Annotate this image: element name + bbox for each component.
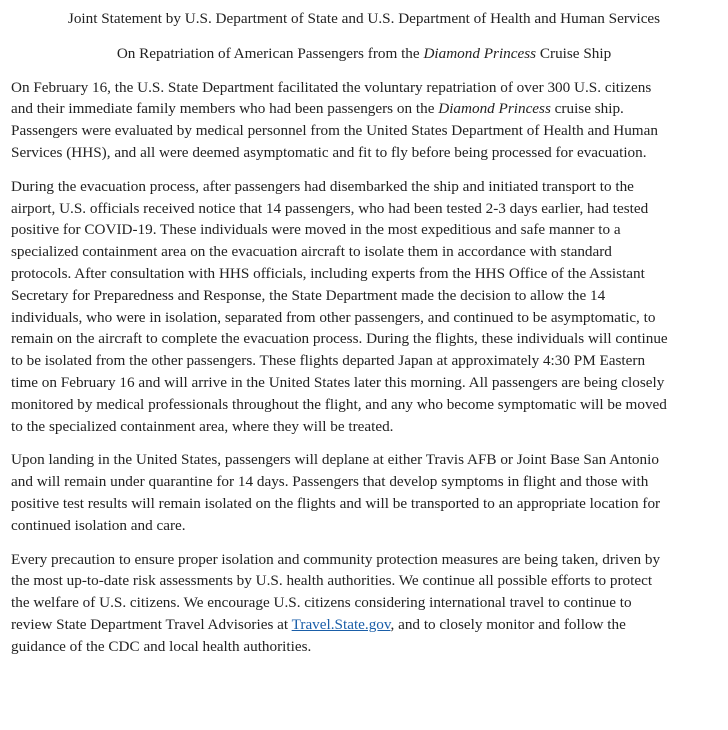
title-text: Joint Statement by U.S. Department of State and U.S. Department of Health and Human Services	[67, 10, 661, 27]
text-segment: review State Department Travel Advisories at	[11, 615, 292, 633]
text-line: On February 16, the U.S. State Department facilitated the voluntary repatriation of over 300 U.S. citizens	[11, 78, 652, 96]
text-line: protocols. After consultation with HHS officials, including experts from the HHS Office of the Assistant	[11, 264, 645, 282]
text-line: to the specialized containment area, where they will be treated.	[11, 417, 394, 435]
paragraph-repatriation	[11, 77, 717, 164]
text-line: Passengers were evaluated by medical personnel from the United States Department of Health and Human	[11, 122, 658, 140]
text-line: to be isolated from the other passengers. These flights departed Japan at approximately 4:30 PM Eastern	[11, 352, 646, 370]
subtitle-suffix: Cruise Ship	[536, 44, 612, 62]
text-line: monitored by medical professionals throughout the flight, and any who become symptomatic will be moved	[11, 395, 667, 413]
subtitle-ship-name: Diamond Princess	[423, 44, 537, 62]
document-subtitle	[11, 43, 717, 65]
text-line	[11, 98, 717, 120]
text-line: time on February 16 and will arrive in the United States later this morning. All passengers are being closely	[11, 373, 665, 391]
text-line: Services (HHS), and all were deemed asymptomatic and fit to fly before being processed for evacuation.	[11, 143, 647, 161]
text-line: continued isolation and care.	[11, 516, 186, 534]
text-line: and will remain under quarantine for 14 days. Passengers that develop symptoms in flight and those with	[11, 473, 649, 491]
text-line: guidance of the CDC and local health authorities.	[11, 637, 312, 655]
text-line: airport, U.S. officials received notice that 14 passengers, who had been tested 2-3 days earlier, had tested	[11, 199, 649, 217]
text-line	[11, 614, 717, 636]
subtitle-prefix: On Repatriation of American Passengers from the	[116, 44, 424, 62]
text-segment: cruise ship.	[550, 100, 624, 118]
text-line: specialized containment area on the evacuation aircraft to isolate them in accordance with standard	[11, 243, 612, 261]
text-segment: , and to closely monitor and follow the	[390, 615, 626, 633]
text-line: Every precaution to ensure proper isolation and community protection measures are being taken, driven by	[11, 550, 661, 568]
text-line: individuals, who were in isolation, separated from other passengers, and continued to be asymptomatic, to	[11, 308, 656, 326]
ship-name: Diamond Princess	[438, 100, 551, 118]
text-line: the most up-to-date risk assessments by U.S. health authorities. We continue all possible efforts to protect	[11, 572, 653, 590]
text-line: the welfare of U.S. citizens. We encourage U.S. citizens considering international travel to continue to	[11, 594, 632, 612]
text-line: positive for COVID-19. These individuals were moved in the most expeditious and safe manner to a	[11, 221, 621, 239]
text-line: Secretary for Preparedness and Response, the State Department made the decision to allow the 14	[11, 286, 606, 304]
text-line: During the evacuation process, after passengers had disembarked the ship and initiated transport to the	[11, 177, 634, 195]
text-line: Upon landing in the United States, passengers will deplane at either Travis AFB or Joint Base San Antonio	[11, 451, 659, 469]
text-line: remain on the aircraft to complete the evacuation process. During the flights, these individuals will continue	[11, 330, 668, 348]
text-segment: and their immediate family members who had been passengers on the	[11, 100, 439, 118]
paragraph-landing	[11, 449, 717, 536]
text-line: positive test results will remain isolated on the flights and will be transported to an appropriate location for	[11, 494, 661, 512]
paragraph-evacuation-process	[11, 176, 717, 438]
travel-state-gov-link[interactable]: Travel.State.gov	[291, 615, 391, 633]
paragraph-precautions	[11, 549, 717, 658]
document-title	[11, 8, 717, 30]
